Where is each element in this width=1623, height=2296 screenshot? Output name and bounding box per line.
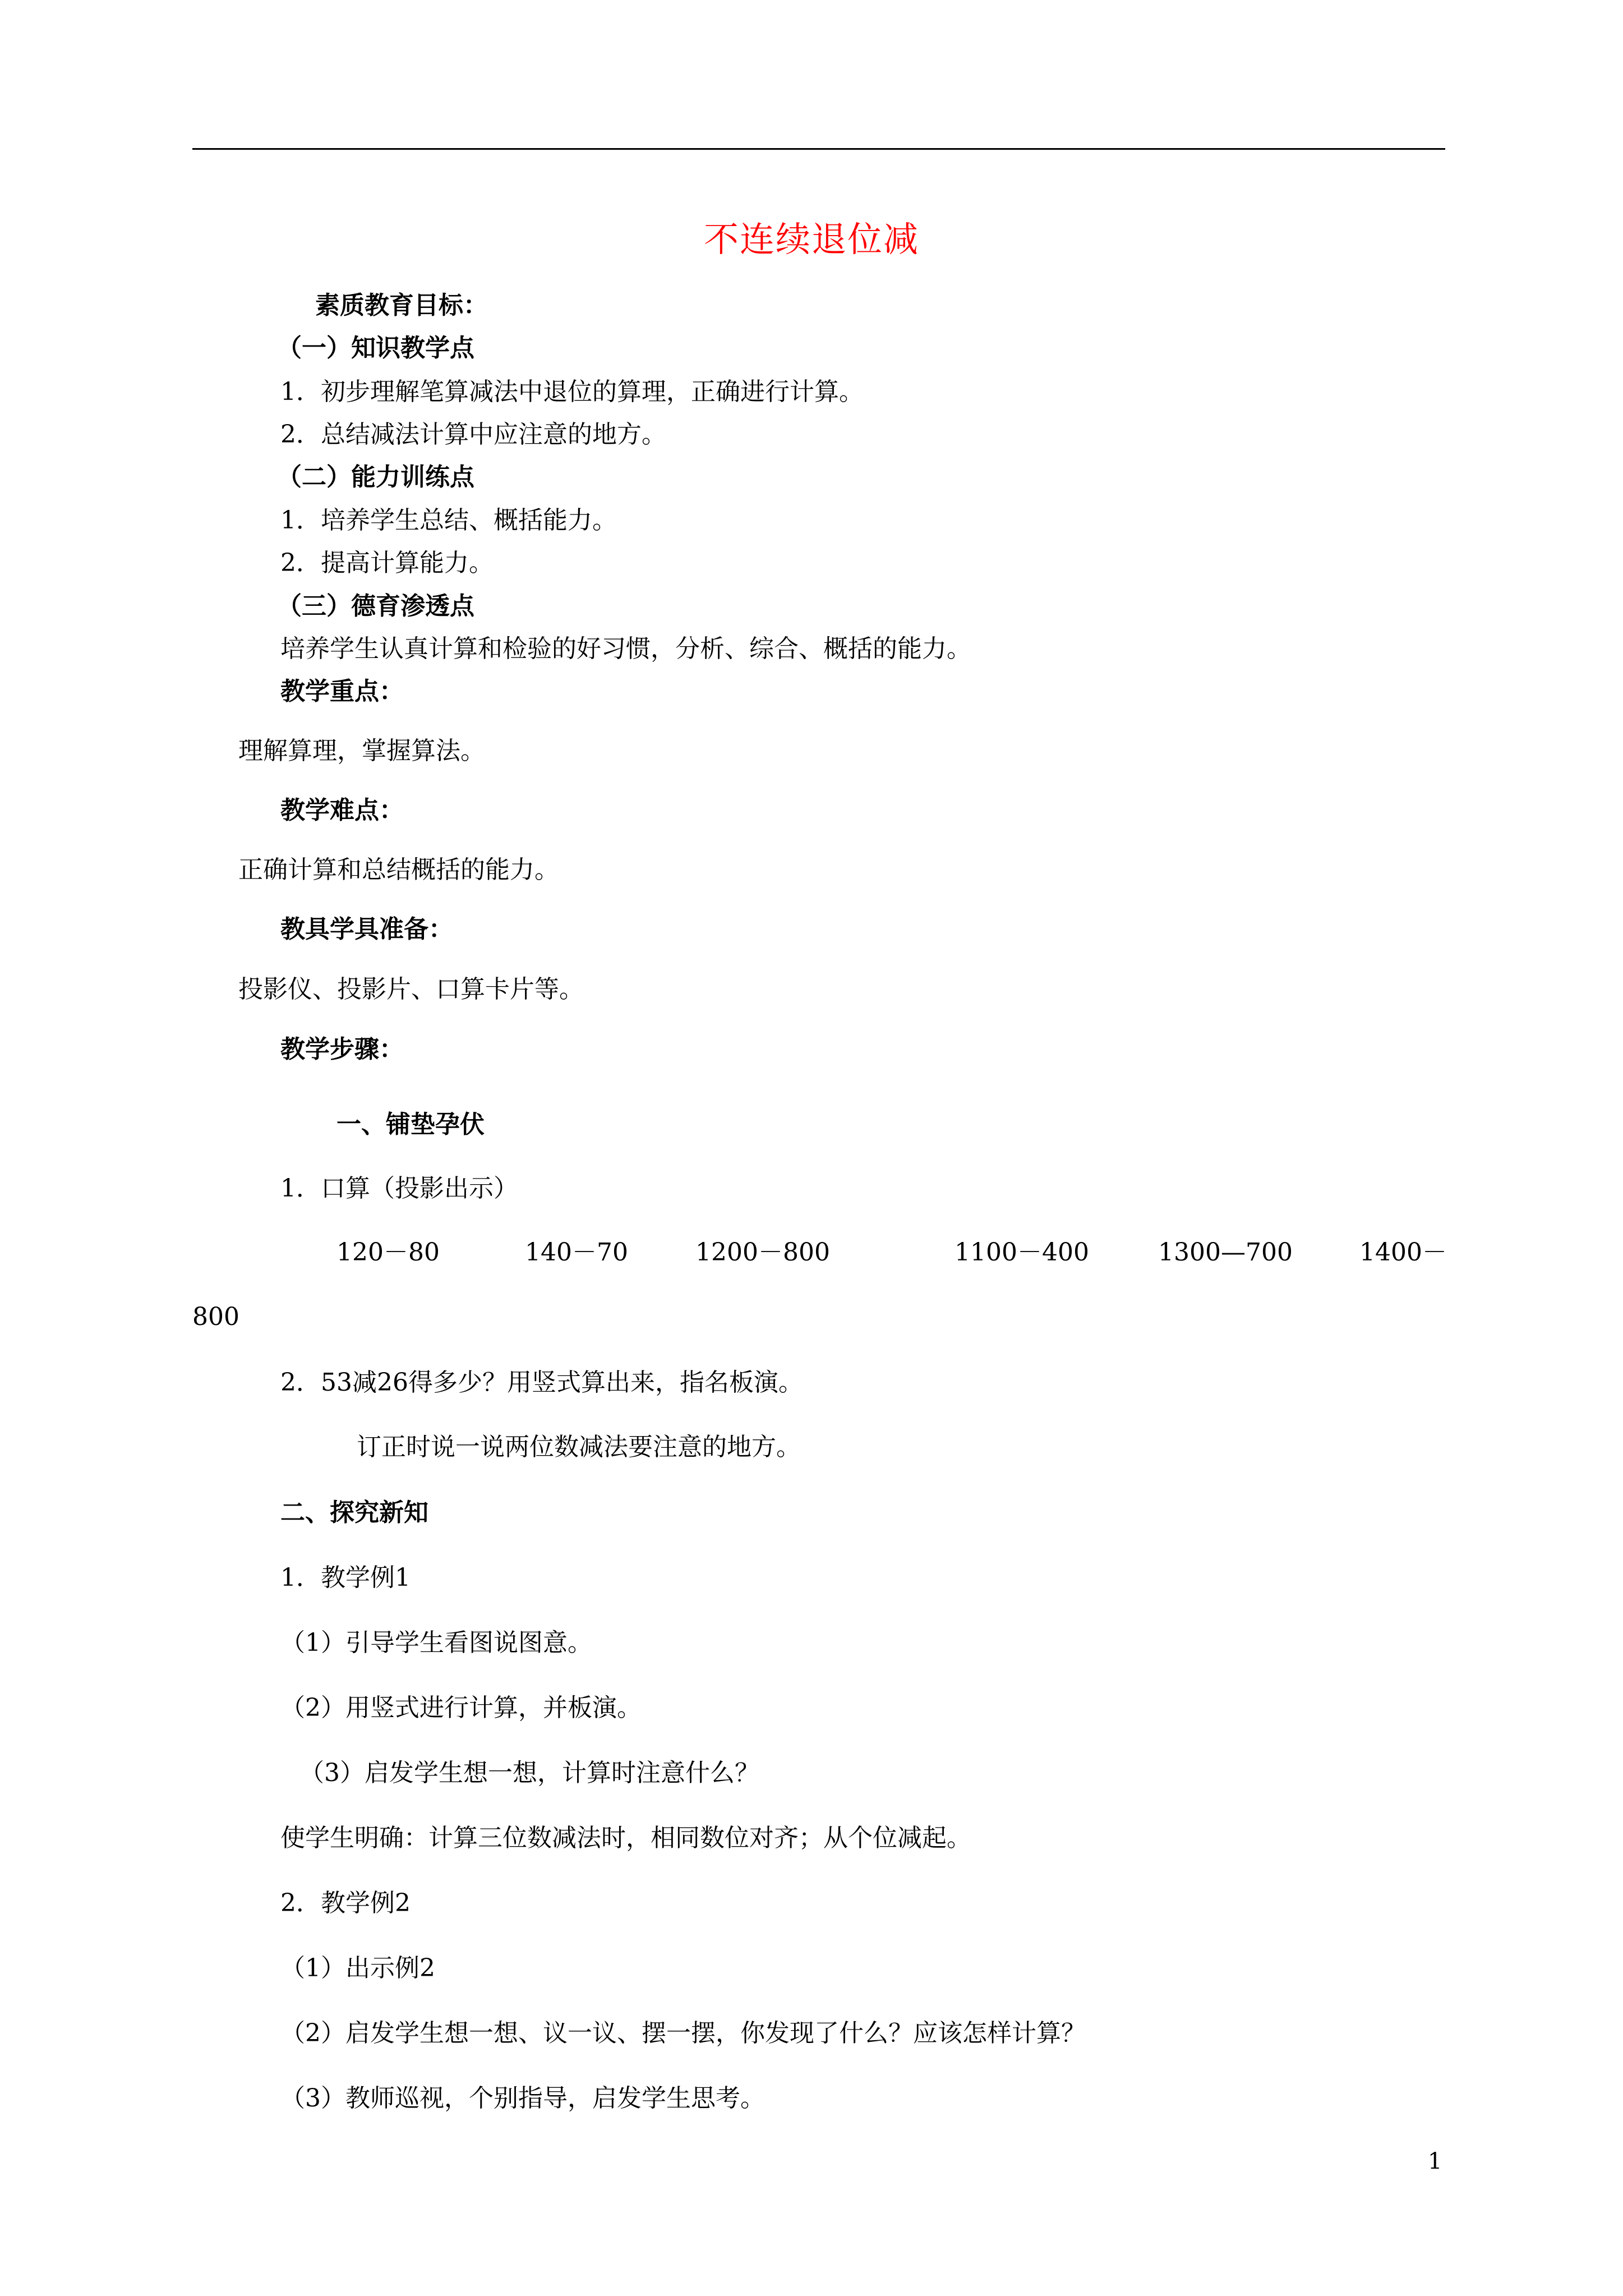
oral-calc-2: 140－70 bbox=[525, 1238, 628, 1267]
key-points-heading: 教学重点： bbox=[280, 677, 404, 706]
example-1-step-3: （3）启发学生想一想，计算时注意什么？ bbox=[299, 1759, 759, 1787]
oral-calc-4: 1100－400 bbox=[955, 1238, 1089, 1267]
materials-text: 投影仪、投影片、口算卡片等。 bbox=[238, 975, 584, 1004]
ability-item-1: 1．培养学生总结、概括能力。 bbox=[280, 506, 617, 535]
step-two-heading: 二、探究新知 bbox=[280, 1498, 428, 1527]
key-points-text: 理解算理，掌握算法。 bbox=[238, 737, 485, 765]
subsection-knowledge-heading: （一）知识教学点 bbox=[277, 334, 474, 362]
example-2-step-2: （2）启发学生想一想、议一议、摆一摆，你发现了什么？应该怎样计算？ bbox=[280, 2019, 1086, 2047]
example-1-heading: 1．教学例1 bbox=[280, 1563, 411, 1592]
oral-calc-6: 1400－ bbox=[1359, 1238, 1447, 1267]
example-2-step-1: （1）出示例2 bbox=[280, 1954, 435, 1982]
steps-heading: 教学步骤： bbox=[280, 1035, 404, 1064]
knowledge-item-2: 2．总结减法计算中应注意的地方。 bbox=[280, 420, 666, 449]
example-1-step-2: （2）用竖式进行计算，并板演。 bbox=[280, 1694, 642, 1722]
knowledge-item-1: 1．初步理解笔算减法中退位的算理，正确进行计算。 bbox=[280, 378, 864, 406]
oral-calc-1: 120－80 bbox=[336, 1238, 440, 1267]
example-2-step-3: （3）教师巡视，个别指导，启发学生思考。 bbox=[280, 2084, 765, 2113]
subsection-moral-heading: （三）德育渗透点 bbox=[277, 592, 474, 620]
oral-calc-5: 1300—700 bbox=[1158, 1238, 1293, 1267]
ability-item-2: 2．提高计算能力。 bbox=[280, 549, 494, 577]
difficulties-heading: 教学难点： bbox=[280, 796, 404, 825]
step-one-heading: 一、铺垫孕伏 bbox=[336, 1110, 485, 1139]
subsection-ability-heading: （二）能力训练点 bbox=[277, 463, 474, 491]
oral-calc-6-continued: 800 bbox=[192, 1303, 239, 1331]
example-1-conclusion: 使学生明确：计算三位数减法时，相同数位对齐；从个位减起。 bbox=[280, 1824, 971, 1852]
section-goals-heading: 素质教育目标： bbox=[315, 291, 488, 320]
example-2-heading: 2．教学例2 bbox=[280, 1889, 411, 1917]
materials-heading: 教具学具准备： bbox=[280, 915, 453, 944]
oral-calc-3: 1200－800 bbox=[695, 1238, 830, 1267]
example-1-step-1: （1）引导学生看图说图意。 bbox=[280, 1628, 592, 1657]
document-title: 不连续退位减 bbox=[703, 219, 919, 260]
step-one-item-1: 1．口算（投影出示） bbox=[280, 1174, 518, 1203]
header-rule bbox=[192, 148, 1445, 150]
step-one-item-2: 2．53减26得多少？用竖式算出来，指名板演。 bbox=[280, 1368, 803, 1397]
difficulties-text: 正确计算和总结概括的能力。 bbox=[238, 855, 559, 884]
step-one-item-2-note: 订正时说一说两位数减法要注意的地方。 bbox=[357, 1433, 801, 1461]
page-number: 1 bbox=[1428, 2148, 1442, 2174]
moral-text: 培养学生认真计算和检验的好习惯，分析、综合、概括的能力。 bbox=[280, 634, 971, 663]
